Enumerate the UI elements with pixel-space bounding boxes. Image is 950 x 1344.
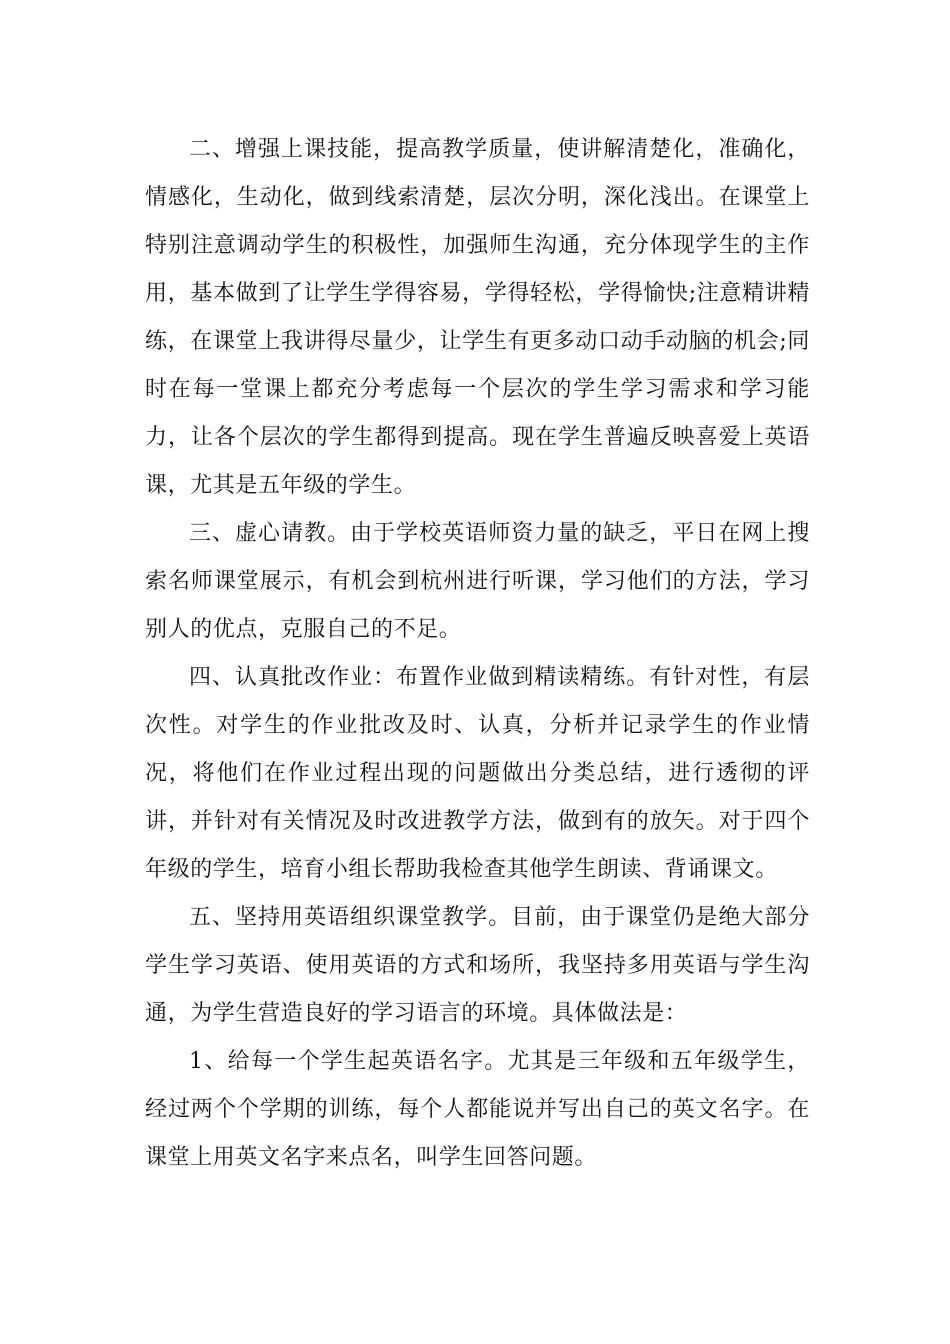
- paragraph-homework-correction: 四、认真批改作业：布置作业做到精读精练。有针对性，有层次性。对学生的作业批改及时、认真，分析并记录学生的作业情况，将他们在作业过程出现的问题做出分类总结，进行透彻的评讲，并针对有关情况及时改进教学方法，做到有的放矢。对于四个年级的学生，培育小组长帮助我检查其他学生朗读、背诵课文。: [145, 665, 810, 882]
- paragraph-humble-learning: 三、虚心请教。由于学校英语师资力量的缺乏，平日在网上搜索名师课堂展示，有机会到杭州进行听课，学习他们的方法，学习别人的优点，克服自己的不足。: [145, 521, 810, 642]
- paragraph-english-names: 1、给每一个学生起英语名字。尤其是三年级和五年级学生，经过两个个学期的训练，每个人都能说并写出自己的英文名字。在课堂上用英文名字来点名，叫学生回答问题。: [145, 1049, 810, 1170]
- document-body: [145, 126, 810, 1182]
- paragraph-english-instruction: 五、坚持用英语组织课堂教学。目前，由于课堂仍是绝大部分学生学习英语、使用英语的方式和场所，我坚持多用英语与学生沟通，为学生营造良好的学习语言的环境。具体做法是：: [145, 905, 810, 1026]
- paragraph-teaching-skills: 二、增强上课技能，提高教学质量，使讲解清楚化，准确化，情感化，生动化，做到线索清楚，层次分明，深化浅出。在课堂上特别注意调动学生的积极性，加强师生沟通，充分体现学生的主作用，基本做到了让学生学得容易，学得轻松，学得愉快;注意精讲精练，在课堂上我讲得尽量少，让学生有更多动口动手动脑的机会;同时在每一堂课上都充分考虑每一个层次的学生学习需求和学习能力，让各个层次的学生都得到提高。现在学生普遍反映喜爱上英语课，尤其是五年级的学生。: [145, 137, 810, 498]
